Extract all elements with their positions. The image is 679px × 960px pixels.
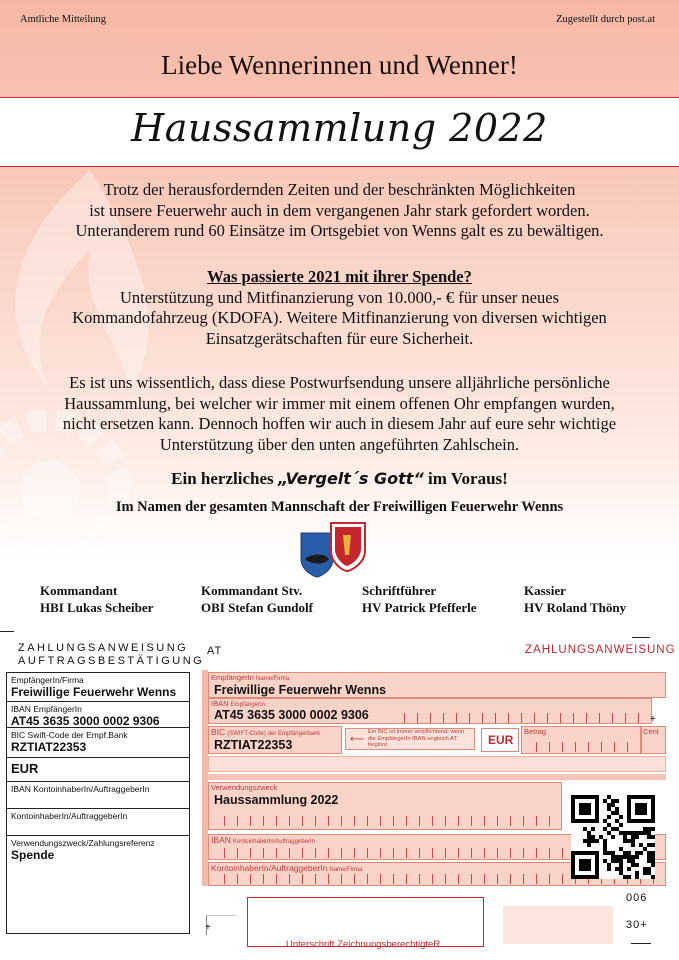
slip-code-2: 30+	[626, 919, 648, 931]
signatory-role: Kommandant	[40, 583, 118, 598]
thanks-quote: „Vergelt´s Gott“	[277, 469, 424, 488]
recipient-label	[211, 673, 289, 682]
field-value: Freiwillige Feuerwehr Wenns	[11, 685, 177, 699]
signature-label: Unterschrift ZeichnungsberechtigteR	[286, 939, 441, 950]
encoding-zone	[503, 906, 613, 944]
iban-tick-marks	[392, 713, 650, 723]
field-label: EmpfängerIn/Firma	[11, 675, 84, 685]
donation-line: Einsatzgerätschaften für eure Sicherheit.	[205, 328, 474, 348]
signatory-name: HV Roland Thöny	[524, 599, 627, 615]
payer-iban-field[interactable]	[7, 782, 189, 809]
amount-label: Betrag	[524, 727, 547, 736]
closing-paragraph	[20, 373, 659, 455]
page-title: Haussammlung 2022	[131, 106, 548, 150]
donation-line: Kommandofahrzeug (KDOFA). Weitere Mitfinanzierung von diversen wichtigen	[72, 308, 607, 327]
cent-label: Cent	[643, 727, 659, 736]
field-value: Spende	[11, 848, 55, 862]
bic-label-text: BIC	[211, 727, 226, 737]
coat-of-arms-logo	[299, 519, 367, 579]
iban-label-text: IBAN	[211, 699, 229, 708]
slip-left-heading-1: ZAHLUNGSANWEISUNG	[18, 642, 189, 654]
official-notice-label: Amtliche Mitteilung	[20, 14, 107, 25]
iban-value: AT45 3635 3000 0002 9306	[214, 708, 369, 722]
country-code: AT	[207, 645, 223, 657]
thanks-line	[0, 469, 679, 489]
field-label: IBAN EmpfängerIn	[11, 704, 82, 714]
closing-line: Unterstützung über den unten angeführten Zahlschein.	[159, 434, 520, 454]
thanks-suffix: im Voraus!	[423, 469, 508, 488]
payer-field[interactable]	[7, 809, 189, 836]
signatory-deputy-commander	[201, 583, 313, 616]
donation-paragraph	[20, 267, 659, 349]
divider-band	[208, 774, 666, 780]
confirmation-slip	[6, 672, 190, 934]
intro-line: Trotz der herausfordernden Zeiten und der beschränkten Möglichkeiten	[103, 180, 576, 199]
payer-iban-label	[211, 835, 315, 845]
optional-reference-row	[208, 756, 666, 772]
purpose-tick-marks	[212, 816, 560, 826]
slip-bottom-corner-mark	[631, 943, 651, 944]
currency-value: EUR	[488, 733, 514, 747]
bic-field[interactable]	[7, 728, 189, 758]
iban-field[interactable]	[7, 702, 189, 728]
payer-label-small: Name/Firma	[329, 867, 363, 873]
bic-note: Ein BIC ist immer verpflichtend, wenn die EmpfängerIn IBAN ungleich AT beginnt.	[368, 729, 465, 748]
delivery-note-label: Zugestellt durch post.at	[556, 14, 655, 25]
closing-line: Haussammlung, bei welcher wir immer mit einem offenen Ohr empfangen wurden,	[64, 393, 615, 413]
signatory-name: HV Patrick Pfefferle	[362, 599, 477, 615]
iban-label	[211, 699, 265, 708]
thanks-prefix: Ein herzliches	[171, 469, 278, 488]
bic-label-small: (SWIFT-Code) der Empfängerbank	[227, 731, 321, 737]
signatory-role: Kommandant Stv.	[201, 583, 303, 598]
purpose-field[interactable]	[7, 836, 189, 933]
signatory-commander	[40, 583, 153, 616]
payer-iban-label-text: IBAN	[211, 835, 231, 845]
bic-value: RZTIAT22353	[214, 738, 293, 752]
intro-paragraph	[20, 180, 659, 242]
currency-field	[7, 758, 189, 782]
slip-corner-mark	[632, 637, 650, 638]
field-label: IBAN KontoinhaberIn/AuftraggeberIn	[11, 784, 150, 794]
team-line: Im Namen der gesamten Mannschaft der Freiwilligen Feuerwehr Wenns	[115, 499, 564, 515]
slip-left-heading	[18, 642, 204, 668]
arrow-left-icon: ⟵	[350, 734, 365, 745]
greeting-heading: Liebe Wennerinnen und Wenner!	[161, 50, 518, 80]
plus-mark: +	[650, 714, 656, 725]
payer-label-text: KontoinhaberIn/AuftraggeberIn	[211, 863, 328, 873]
bic-label	[211, 727, 320, 737]
field-label: KontoinhaberIn/AuftraggeberIn	[11, 811, 128, 821]
closing-line: nicht ersetzen kann. Dennoch hoffen wir auch in diesem Jahr auf eure sehr wichtige	[62, 414, 617, 433]
payment-qr-code	[571, 795, 655, 879]
recipient-label-small: Name/Firma	[256, 676, 290, 682]
signatory-name: OBI Stefan Gundolf	[201, 599, 313, 615]
field-value: RZTIAT22353	[11, 740, 87, 754]
recipient-label-text: EmpfängerIn	[211, 673, 254, 682]
field-label: Verwendungszweck/Zahlungsreferenz	[11, 838, 155, 848]
field-value: AT45 3635 3000 0002 9306	[11, 714, 160, 728]
intro-line: ist unsere Feuerwehr auch in dem vergangenen Jahr stark gefordert worden.	[89, 200, 590, 220]
recipient-value: Freiwillige Feuerwehr Wenns	[214, 683, 387, 697]
signatory-treasurer	[524, 583, 626, 616]
slip-right-heading: ZAHLUNGSANWEISUNG	[525, 644, 676, 656]
signatory-role: Kassier	[524, 583, 566, 598]
slip-code-1: 006	[626, 892, 648, 904]
donation-subheading: Was passierte 2021 mit ihrer Spende?	[207, 267, 472, 286]
amount-tick-marks	[524, 742, 640, 752]
iban-label-small: EmpfängerIn	[230, 702, 265, 708]
closing-line: Es ist uns wissentlich, dass diese Postwurfsendung unsere alljährliche persönliche	[69, 373, 610, 392]
purpose-label: Verwendungszweck	[211, 783, 278, 792]
signatory-role: Schriftführer	[362, 583, 437, 598]
field-label: BIC Swift-Code der Empf.Bank	[11, 730, 128, 740]
purpose-value: Haussammlung 2022	[214, 793, 339, 807]
signatory-name: HBI Lukas Scheiber	[40, 599, 154, 615]
signatory-secretary	[362, 583, 477, 616]
currency-value: EUR	[11, 761, 39, 776]
payer-label	[211, 863, 362, 873]
slip-left-heading-2: AUFTRAGSBESTÄTIGUNG	[18, 655, 205, 667]
intro-line: Unteranderem rund 60 Einsätze im Ortsgebiet von Wenns galt es zu bewältigen.	[75, 221, 604, 240]
plus-mark-bottom: +	[205, 922, 211, 933]
donation-line: Unterstützung und Mitfinanzierung von 10.000,- € für unser neues	[120, 287, 559, 307]
slip-cut-mark	[0, 631, 14, 632]
recipient-field[interactable]	[7, 673, 189, 702]
payer-iban-label-small: KontoinhaberIn/AuftraggeberIn	[232, 839, 315, 845]
